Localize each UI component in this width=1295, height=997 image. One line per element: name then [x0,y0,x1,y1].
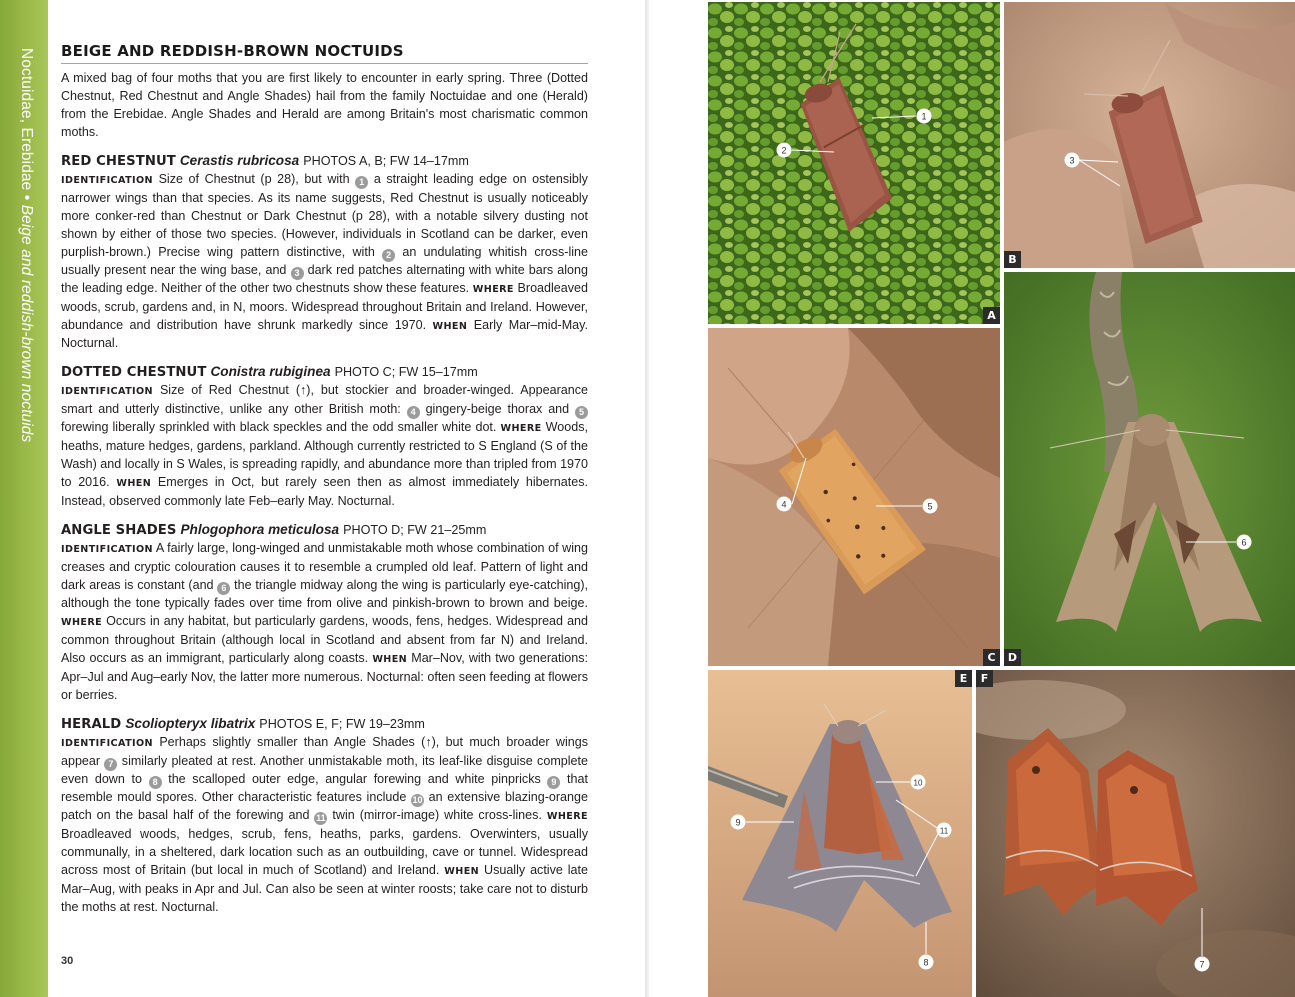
photo-marker-1: 1 [921,111,927,122]
species-latin: Phlogophora meticulosa [180,522,340,538]
keyword-identification: IDENTIFICATION [61,174,153,186]
marker-11: 11 [316,812,326,823]
book-gutter [645,0,649,997]
intro-paragraph: A mixed bag of four moths that you are first likely to encounter in early spring. Three (Dotted Chestnut, Red Chestnut and Angle Shades) hail from the family Noctuidae and one (Herald) from the Erebidae. Angle Shades and Herald are among Britain's most charismatic common moths. [61,71,588,139]
species-heading-red-chestnut [61,151,588,171]
photo-e-image [708,670,972,997]
page-title: BEIGE AND REDDISH-BROWN NOCTUIDS [61,42,588,64]
photo-a-red-chestnut [708,2,1000,324]
species-name: DOTTED CHESTNUT [61,365,207,381]
photo-c-dotted-chestnut [708,328,1000,666]
photo-marker-11: 11 [939,826,949,836]
species-heading-herald [61,714,588,734]
species-heading-dotted-chestnut [61,362,588,382]
marker-5: 5 [575,406,588,419]
photo-label-c: C [983,649,1000,666]
species-name: RED CHESTNUT [61,153,176,169]
text-column [61,42,588,916]
photo-label-a: A [983,307,1000,324]
marker-9: 9 [547,776,560,789]
keyword-where: WHERE [500,423,542,435]
photo-d-image [1004,272,1295,666]
photo-f-image [976,670,1295,997]
keyword-identification: IDENTIFICATION [61,737,153,749]
photo-marker-5: 5 [927,501,933,512]
keyword-identification: IDENTIFICATION [61,386,153,398]
species-latin: Conistra rubiginea [210,364,331,380]
photo-c-image [708,328,1000,666]
photo-b-red-chestnut [1004,2,1295,268]
species-text-red-chestnut: IDENTIFICATION Size of Chestnut (p 28), but with 1 a straight leading edge on ostensibly narrower wings than that species. As its name suggests, Red Chestnut is usually noticeably more conker-red than Chestnut or Dark Chestnut (p 28), with a notable silvery dusting not shown by either of those two species. (However, individuals in Scotland can be darker, even purplish-brown.) Precise wing pattern distinctive, with 2 an undulating whitish cross-line usually present near the wing base, and 3 dark red patches alternating with white bars along the leading edge. Neither of the other two chestnuts show these features. WHERE Broadleaved woods, scrub, gardens and, in N, moors. Widespread throughout Britain and Ireland. However, abundance and distribution have shrunk markedly since 1970. WHEN Early Mar–mid-May. Nocturnal. [61,171,588,351]
species-text-dotted-chestnut: IDENTIFICATION Size of Red Chestnut (↑), but stockier and broader-winged. Appearance smart and utterly distinctive, unlike any other British moth: 4 gingery-beige thorax and 5 forewing liberally sprinkled with black speckles and the odd smaller white dot. WHERE Woods, heaths, mature hedges, gardens, parkland. Although currently restricted to S England (S of the Wash) and locally in S Wales, is spreading rapidly, and abundance more than tripled from 1970 to 2016. WHEN Emerges in Oct, but rarely seen then as almost immediately hibernates. Instead, observed commonly late Feb–early May. Nocturnal. [61,383,588,509]
marker-4: 4 [407,406,420,419]
spine-caption [17,48,35,508]
spine-family: Noctuidae, Erebidae [18,48,35,191]
marker-3: 3 [291,267,304,280]
spine-bullet: • [18,194,35,201]
photo-label-d: D [1004,649,1021,666]
species-latin: Scoliopteryx libatrix [125,715,256,731]
marker-8: 8 [149,776,162,789]
photo-marker-2: 2 [781,145,787,156]
marker-1: 1 [355,176,368,189]
photo-e-herald [708,670,972,997]
photo-marker-10: 10 [913,778,923,788]
species-meta: PHOTO D; FW 21–25mm [343,523,487,538]
photo-marker-4: 4 [781,499,787,510]
spine-section: Beige and reddish-brown noctuids [18,204,35,443]
photo-a-image [708,2,1000,324]
photo-marker-6: 6 [1241,537,1247,548]
species-meta: PHOTOS E, F; FW 19–23mm [259,716,425,731]
keyword-identification: IDENTIFICATION [61,544,153,556]
photo-label-f: F [976,670,993,687]
keyword-where: WHERE [546,810,588,822]
keyword-where: WHERE [472,283,514,295]
species-latin: Cerastis rubricosa [179,152,300,168]
photo-marker-3: 3 [1069,155,1075,166]
species-text-herald: IDENTIFICATION Perhaps slightly smaller than Angle Shades (↑), but much broader wings appear 7 similarly pleated at rest. Another unmistakable moth, its leaf-like disguise complete even down to 8 the scalloped outer edge, angular forewing and white pinpricks 9 that resemble mould spores. Other characteristic features include 10 an extensive blazing-orange patch on the basal half of the forewing and 11 twin (mirror-image) white cross-lines. WHERE Broadleaved woods, hedges, scrub, fens, heaths, parks, gardens. Overwinters, usually communally, in a sheltered, dark location such as an outbuilding, cave or tunnel. Widespread across most of Britain (but local in much of Scotland) and Ireland. WHEN Usually active late Mar–Aug, with peaks in Apr and Jul. Can also be seen at winter roosts; take care not to disturb the moths at rest. Nocturnal. [61,734,588,914]
species-name: HERALD [61,716,122,732]
species-meta: PHOTOS A, B; FW 14–17mm [303,153,469,168]
keyword-when: WHEN [116,478,152,490]
species-heading-angle-shades [61,520,588,540]
photo-label-b: B [1004,251,1021,268]
photo-marker-9: 9 [735,817,741,828]
marker-6: 6 [217,582,230,595]
marker-10: 10 [412,794,423,805]
keyword-where: WHERE [61,617,103,629]
photo-d-angle-shades [1004,272,1295,666]
marker-7: 7 [104,758,117,771]
photo-marker-8: 8 [923,957,929,968]
photo-b-image [1004,2,1295,268]
keyword-when: WHEN [444,865,480,877]
photo-f-herald [976,670,1295,997]
species-text-angle-shades: IDENTIFICATION A fairly large, long-winged and unmistakable moth whose combination of wing creases and cryptic colouration causes it to resemble a crumpled old leaf. Pattern of light and dark areas is constant (and 6 the triangle midway along the wing is particularly eye-catching), although the tone typically fades over time from olive and pinkish-brown to brown and beige. WHERE Occurs in any habitat, but particularly gardens, woods, fens, hedges. Widespread and common throughout Britain (although local in Scotland and absent from far N) and Ireland. Also occurs as an immigrant, particularly along coasts. WHEN Mar–Nov, with two generations: Apr–Jul and Aug–early Nov, the latter more numerous. Nocturnal: often seen feeding at flowers or berries. [61,541,588,702]
chapter-spine-tab [0,0,48,997]
marker-2: 2 [382,249,395,262]
species-meta: PHOTO C; FW 15–17mm [334,365,478,380]
page-number: 30 [61,955,74,967]
photo-marker-7: 7 [1199,959,1205,970]
keyword-when: WHEN [372,653,408,665]
species-name: ANGLE SHADES [61,523,177,539]
photo-label-e: E [955,670,972,687]
keyword-when: WHEN [432,320,468,332]
